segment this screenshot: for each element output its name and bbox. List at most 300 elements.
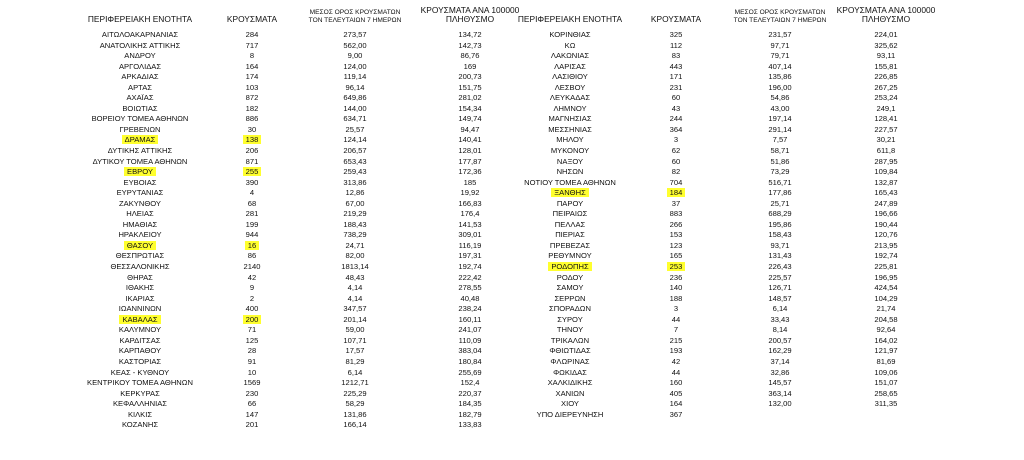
cell-region [500, 188, 640, 199]
cases-text: 367 [669, 409, 683, 419]
region-text: ΚΕΑΣ - ΚΥΘΝΟΥ [110, 367, 170, 377]
table-row [0, 104, 1024, 115]
avg-text: 688,29 [768, 209, 792, 219]
per100k-text: 196,66 [874, 209, 898, 219]
cases-text: 91 [247, 356, 257, 366]
cases-text: 3 [673, 135, 679, 145]
per100k-text: 311,35 [874, 399, 898, 409]
avg-text: 177,86 [768, 188, 792, 198]
left-header-cases: ΚΡΟΥΣΜΑΤΑ [226, 14, 278, 24]
cell-per100k [828, 104, 944, 115]
region-text: ΘΗΡΑΣ [127, 272, 153, 282]
left-header-per100k-line1: ΚΡΟΥΣΜΑΤΑ ΑΝΑ 100000 [420, 5, 520, 15]
avg-text: 144,00 [343, 103, 367, 113]
cell-per100k [828, 72, 944, 83]
cell-region [500, 304, 640, 315]
avg-text: 9,00 [347, 51, 363, 61]
region-text: ΘΕΣΣΑΛΟΝΙΚΗΣ [110, 262, 170, 272]
cell-cases [636, 125, 716, 136]
cell-region [500, 262, 640, 273]
per100k-text: 120,76 [874, 230, 898, 240]
per100k-text: 325,62 [874, 40, 898, 50]
per100k-text: 151,75 [458, 82, 482, 92]
region-text: ΚΩ [564, 40, 576, 50]
cases-text: 16 [245, 241, 259, 250]
cell-per100k [828, 178, 944, 189]
region-text: ΠΡΕΒΕΖΑΣ [549, 240, 591, 250]
avg-text: 4,14 [347, 293, 363, 303]
avg-text: 148,57 [768, 293, 792, 303]
region-text: ΝΑΞΟΥ [556, 156, 584, 166]
per100k-text: 238,24 [458, 304, 482, 314]
right-header-region: ΠΕΡΙΦΕΡΕΙΑΚΗ ΕΝΟΤΗΤΑ [517, 14, 623, 24]
avg-text: 313,86 [343, 177, 367, 187]
right-header-per100k-line1: ΚΡΟΥΣΜΑΤΑ ΑΝΑ 100000 [836, 5, 936, 15]
table-row [0, 146, 1024, 157]
right-header-per100k-line2: ΠΛΗΘΥΣΜΟ [861, 14, 911, 24]
avg-text: 131,43 [768, 251, 792, 261]
per100k-text: 267,25 [874, 82, 898, 92]
table-row [0, 178, 1024, 189]
per100k-text: 152,4 [460, 378, 480, 388]
per100k-text: 149,74 [458, 114, 482, 124]
region-text: ΚΑΡΔΙΤΣΑΣ [119, 335, 161, 345]
avg-text: 1212,71 [341, 378, 369, 388]
table-row [0, 51, 1024, 62]
per100k-text: 192,74 [874, 251, 898, 261]
table-row [0, 315, 1024, 326]
avg-text: 43,00 [770, 103, 790, 113]
table-row [0, 135, 1024, 146]
cell-avg [722, 209, 838, 220]
region-text: ΛΑΚΩΝΙΑΣ [550, 51, 590, 61]
cell-avg [722, 315, 838, 326]
cell-cases [636, 294, 716, 305]
cell-region [500, 146, 640, 157]
cell-cases [636, 336, 716, 347]
cell-per100k [828, 357, 944, 368]
cell-avg [722, 104, 838, 115]
cell-cases [636, 188, 716, 199]
region-text: ΧΑΛΚΙΔΙΚΗΣ [547, 378, 593, 388]
cases-text: 174 [245, 72, 259, 82]
cell-cases [636, 304, 716, 315]
cell-avg [722, 325, 838, 336]
cell-avg [722, 389, 838, 400]
region-text: ΛΑΡΙΣΑΣ [554, 61, 586, 71]
region-text: ΙΘΑΚΗΣ [125, 283, 155, 293]
cell-cases [636, 178, 716, 189]
per100k-text: 176,4 [460, 209, 480, 219]
avg-text: 24,71 [345, 240, 365, 250]
per100k-text: 190,44 [874, 219, 898, 229]
cell-avg [722, 125, 838, 136]
avg-text: 225,29 [343, 388, 367, 398]
cell-cases [636, 209, 716, 220]
avg-text: 7,57 [772, 135, 788, 145]
cell-avg [722, 304, 838, 315]
region-text: ΚΙΛΚΙΣ [127, 409, 153, 419]
cases-text: 43 [671, 103, 681, 113]
table-row [0, 209, 1024, 220]
cell-cases [636, 399, 716, 410]
avg-text: 188,43 [343, 219, 367, 229]
avg-text: 124,00 [343, 61, 367, 71]
cell-region [500, 104, 640, 115]
avg-text: 516,71 [768, 177, 792, 187]
cases-text: 244 [669, 114, 683, 124]
avg-text: 166,14 [343, 420, 367, 430]
avg-text: 634,71 [343, 114, 367, 124]
cell-avg [722, 199, 838, 210]
cell-cases [212, 420, 292, 431]
avg-text: 738,29 [343, 230, 367, 240]
table-row [0, 62, 1024, 73]
per100k-text: 155,81 [874, 61, 898, 71]
cases-text: 71 [247, 325, 257, 335]
region-text: ΛΕΣΒΟΥ [554, 82, 586, 92]
cases-text: 82 [671, 167, 681, 177]
cases-text: 230 [245, 388, 259, 398]
per100k-text: 182,79 [458, 409, 482, 419]
per100k-text: 253,24 [874, 93, 898, 103]
per100k-text: 128,01 [458, 146, 482, 156]
avg-text: 51,86 [770, 156, 790, 166]
avg-text: 200,57 [768, 335, 792, 345]
region-text: ΑΡΤΑΣ [128, 82, 152, 92]
cell-cases [636, 262, 716, 273]
cell-region [500, 93, 640, 104]
cell-avg [722, 178, 838, 189]
table-row [0, 294, 1024, 305]
per100k-text: 140,41 [458, 135, 482, 145]
avg-text: 226,43 [768, 262, 792, 272]
cell-region [500, 51, 640, 62]
avg-text: 93,71 [770, 240, 790, 250]
cell-per100k [828, 209, 944, 220]
per100k-text: 227,57 [874, 124, 898, 134]
cell-region [500, 294, 640, 305]
region-text: ΜΥΚΟΝΟΥ [550, 146, 590, 156]
region-text: ΑΡΚΑΔΙΑΣ [121, 72, 159, 82]
region-text: ΔΥΤΙΚΟΥ ΤΟΜΕΑ ΑΘΗΝΩΝ [92, 156, 188, 166]
cases-text: 281 [245, 209, 259, 219]
right-header-avg-line2: ΤΟΝ ΤΕΛΕΥΤΑΙΩΝ 7 ΗΜΕΡΩΝ [733, 17, 827, 24]
per100k-text: 226,85 [874, 72, 898, 82]
right-header-avg [722, 9, 838, 25]
cell-cases [636, 273, 716, 284]
region-text: ΓΡΕΒΕΝΩΝ [119, 124, 161, 134]
table-row [0, 199, 1024, 210]
cases-text: 2 [249, 293, 255, 303]
per100k-text: 204,58 [874, 314, 898, 324]
avg-text: 124,14 [343, 135, 367, 145]
cell-region [500, 72, 640, 83]
per100k-text: 30,21 [876, 135, 896, 145]
cell-region [74, 420, 206, 431]
table-row [0, 230, 1024, 241]
region-text: ΒΟΡΕΙΟΥ ΤΟΜΕΑ ΑΘΗΝΩΝ [91, 114, 189, 124]
table-row [0, 114, 1024, 125]
per100k-text: 104,29 [874, 293, 898, 303]
cases-text: 443 [669, 61, 683, 71]
cases-text: 42 [671, 356, 681, 366]
per100k-text: 133,83 [458, 420, 482, 430]
table-row [0, 357, 1024, 368]
per100k-text: 94,47 [460, 124, 480, 134]
per100k-text: 424,54 [874, 283, 898, 293]
per100k-text: 200,73 [458, 72, 482, 82]
region-text: ΠΕΙΡΑΙΩΣ [552, 209, 588, 219]
cases-text: 944 [245, 230, 259, 240]
cell-cases [636, 30, 716, 41]
avg-text: 201,14 [343, 314, 367, 324]
cell-per100k [828, 93, 944, 104]
avg-text: 58,29 [345, 399, 365, 409]
region-text: ΔΡΑΜΑΣ [122, 135, 159, 144]
cell-cases [636, 135, 716, 146]
cell-avg [722, 262, 838, 273]
avg-text: 37,14 [770, 356, 790, 366]
avg-text: 1813,14 [341, 262, 369, 272]
region-text: ΦΛΩΡΙΝΑΣ [550, 356, 590, 366]
region-text: ΥΠΟ ΔΙΕΡΕΥΝΗΣΗ [536, 409, 604, 419]
cell-cases [636, 230, 716, 241]
left-header-region: ΠΕΡΙΦΕΡΕΙΑΚΗ ΕΝΟΤΗΤΑ [87, 14, 193, 24]
region-text: ΗΜΑΘΙΑΣ [122, 219, 158, 229]
cases-text: 405 [669, 388, 683, 398]
per100k-text: 19,92 [460, 188, 480, 198]
avg-text: 17,57 [345, 346, 365, 356]
cases-text: 7 [673, 325, 679, 335]
cases-text: 886 [245, 114, 259, 124]
cell-per100k [828, 62, 944, 73]
per100k-text: 383,04 [458, 346, 482, 356]
region-text: ΚΕΦΑΛΛΗΝΙΑΣ [112, 399, 168, 409]
cases-text: 200 [243, 315, 262, 324]
cell-avg [722, 357, 838, 368]
cell-region [500, 273, 640, 284]
cases-text: 184 [667, 188, 686, 197]
cell-region [500, 399, 640, 410]
right-header-avg-line1: ΜΕΣΟΣ ΟΡΟΣ ΚΡΟΥΣΜΑΤΩΝ [734, 9, 826, 16]
cases-text: 206 [245, 146, 259, 156]
per100k-text: 241,07 [458, 325, 482, 335]
cell-cases [636, 389, 716, 400]
cell-cases [636, 346, 716, 357]
cell-avg [722, 336, 838, 347]
cell-avg [722, 30, 838, 41]
cases-text: 871 [245, 156, 259, 166]
cell-per100k [828, 251, 944, 262]
cases-text: 266 [669, 219, 683, 229]
avg-text: 59,00 [345, 325, 365, 335]
cell-region [500, 178, 640, 189]
per100k-text: 86,76 [460, 51, 480, 61]
per100k-text: 258,65 [874, 388, 898, 398]
per100k-text: 177,87 [458, 156, 482, 166]
cell-avg [722, 72, 838, 83]
avg-text: 135,86 [768, 72, 792, 82]
cases-text: 112 [669, 40, 683, 50]
table-row [0, 325, 1024, 336]
cell-avg [722, 146, 838, 157]
region-text: ΚΑΛΥΜΝΟΥ [118, 325, 162, 335]
region-text: ΦΩΚΙΔΑΣ [553, 367, 587, 377]
cell-region [500, 30, 640, 41]
avg-text: 206,57 [343, 146, 367, 156]
avg-text: 67,00 [345, 198, 365, 208]
cell-cases [636, 199, 716, 210]
region-text: ΛΑΣΙΘΙΟΥ [552, 72, 588, 82]
region-text: ΞΑΝΘΗΣ [551, 188, 589, 197]
cell-region [500, 346, 640, 357]
cases-text: 44 [671, 367, 681, 377]
cases-text: 325 [669, 30, 683, 39]
region-text: ΜΗΛΟΥ [556, 135, 584, 145]
cell-avg [300, 420, 410, 431]
avg-text: 363,14 [768, 388, 792, 398]
cell-avg [722, 368, 838, 379]
region-text: ΚΑΣΤΟΡΙΑΣ [118, 356, 162, 366]
per100k-text: 93,11 [876, 51, 896, 61]
region-text: ΧΑΝΙΩΝ [555, 388, 585, 398]
cell-cases [636, 378, 716, 389]
cases-text: 44 [671, 314, 681, 324]
cell-avg [722, 399, 838, 410]
cell-region [500, 283, 640, 294]
avg-text: 347,57 [343, 304, 367, 314]
per100k-text: 185 [463, 177, 477, 187]
cases-text: 66 [247, 399, 257, 409]
cell-region [500, 41, 640, 52]
per100k-text: 81,69 [876, 356, 896, 366]
cell-avg [722, 283, 838, 294]
region-text: ΣΕΡΡΩΝ [554, 293, 586, 303]
region-text: ΠΙΕΡΙΑΣ [555, 230, 585, 240]
cases-text: 83 [671, 51, 681, 61]
per100k-text: 220,37 [458, 388, 482, 398]
region-text: ΜΑΓΝΗΣΙΑΣ [548, 114, 592, 124]
avg-text: 119,14 [343, 72, 367, 82]
per100k-text: 116,19 [458, 240, 482, 250]
table-row [0, 273, 1024, 284]
cases-text: 28 [247, 346, 257, 356]
avg-text: 32,86 [770, 367, 790, 377]
cell-region [500, 209, 640, 220]
region-text: ΚΑΡΠΑΘΟΥ [118, 346, 162, 356]
cell-avg [722, 251, 838, 262]
cell-avg [722, 378, 838, 389]
per100k-text: 611,8 [876, 146, 896, 156]
cell-cases [636, 167, 716, 178]
region-text: ΛΕΥΚΑΔΑΣ [549, 93, 591, 103]
cases-text: 125 [245, 335, 259, 345]
cell-cases [636, 283, 716, 294]
left-header-avg-line1: ΜΕΣΟΣ ΟΡΟΣ ΚΡΟΥΣΜΑΤΩΝ [309, 9, 401, 16]
cases-text: 138 [243, 135, 262, 144]
table-row [0, 188, 1024, 199]
region-text: ΚΑΒΑΛΑΣ [119, 315, 160, 324]
per100k-text: 132,87 [874, 177, 898, 187]
avg-text: 79,71 [770, 51, 790, 61]
cell-per100k [828, 135, 944, 146]
cases-text: 231 [669, 82, 683, 92]
table-row [0, 167, 1024, 178]
avg-text: 158,43 [768, 230, 792, 240]
cell-avg [722, 62, 838, 73]
per100k-text: 180,84 [458, 356, 482, 366]
cell-region [500, 220, 640, 231]
cases-text: 215 [669, 335, 683, 345]
avg-text: 131,86 [343, 409, 367, 419]
table-row [0, 283, 1024, 294]
cell-per100k [828, 146, 944, 157]
per100k-text: 151,07 [874, 378, 898, 388]
cell-avg [722, 41, 838, 52]
region-text: ΖΑΚΥΝΘΟΥ [119, 198, 161, 208]
avg-text: 649,86 [343, 93, 367, 103]
cases-text: 9 [249, 283, 255, 293]
cases-text: 400 [245, 304, 259, 314]
avg-text: 6,14 [347, 367, 363, 377]
cell-cases [636, 241, 716, 252]
cell-region [500, 336, 640, 347]
avg-text: 259,43 [343, 167, 367, 177]
per100k-text: 184,35 [458, 399, 482, 409]
cell-per100k [828, 378, 944, 389]
cell-avg [722, 220, 838, 231]
avg-text: 58,71 [770, 146, 790, 156]
cell-avg [722, 93, 838, 104]
region-text: ΕΒΡΟΥ [124, 167, 156, 176]
region-text: ΑΙΤΩΛΟΑΚΑΡΝΑΝΙΑΣ [101, 30, 179, 39]
region-text: ΒΟΙΩΤΙΑΣ [122, 103, 158, 113]
per100k-text: 141,53 [458, 219, 482, 229]
cell-cases [636, 72, 716, 83]
avg-text: 291,14 [768, 124, 792, 134]
cases-text: 140 [669, 283, 683, 293]
cases-text: 390 [245, 177, 259, 187]
right-header-per100k [828, 6, 944, 24]
per100k-text: 287,95 [874, 156, 898, 166]
cases-text: 86 [247, 251, 257, 261]
avg-text: 126,71 [768, 283, 792, 293]
avg-text: 4,14 [347, 283, 363, 293]
cell-region [500, 241, 640, 252]
region-text: ΣΠΟΡΑΔΩΝ [549, 304, 591, 314]
table-row [0, 241, 1024, 252]
region-text: ΘΕΣΠΡΩΤΙΑΣ [115, 251, 165, 261]
avg-text: 73,29 [770, 167, 790, 177]
cell-cases [636, 251, 716, 262]
per100k-text: 255,69 [458, 367, 482, 377]
cases-text: 164 [669, 399, 683, 409]
region-text: ΤΡΙΚΑΛΩΝ [550, 335, 590, 345]
avg-text: 273,57 [343, 30, 367, 39]
cell-avg [722, 188, 838, 199]
cell-region [500, 157, 640, 168]
region-text: ΘΑΣΟΥ [124, 241, 156, 250]
table-row [0, 420, 520, 431]
cases-text: 4 [249, 188, 255, 198]
avg-text: 197,14 [768, 114, 792, 124]
cases-text: 182 [245, 103, 259, 113]
table-row [0, 83, 1024, 94]
region-text: ΡΕΘΥΜΝΟΥ [548, 251, 592, 261]
cell-cases [636, 41, 716, 52]
cell-cases [636, 83, 716, 94]
